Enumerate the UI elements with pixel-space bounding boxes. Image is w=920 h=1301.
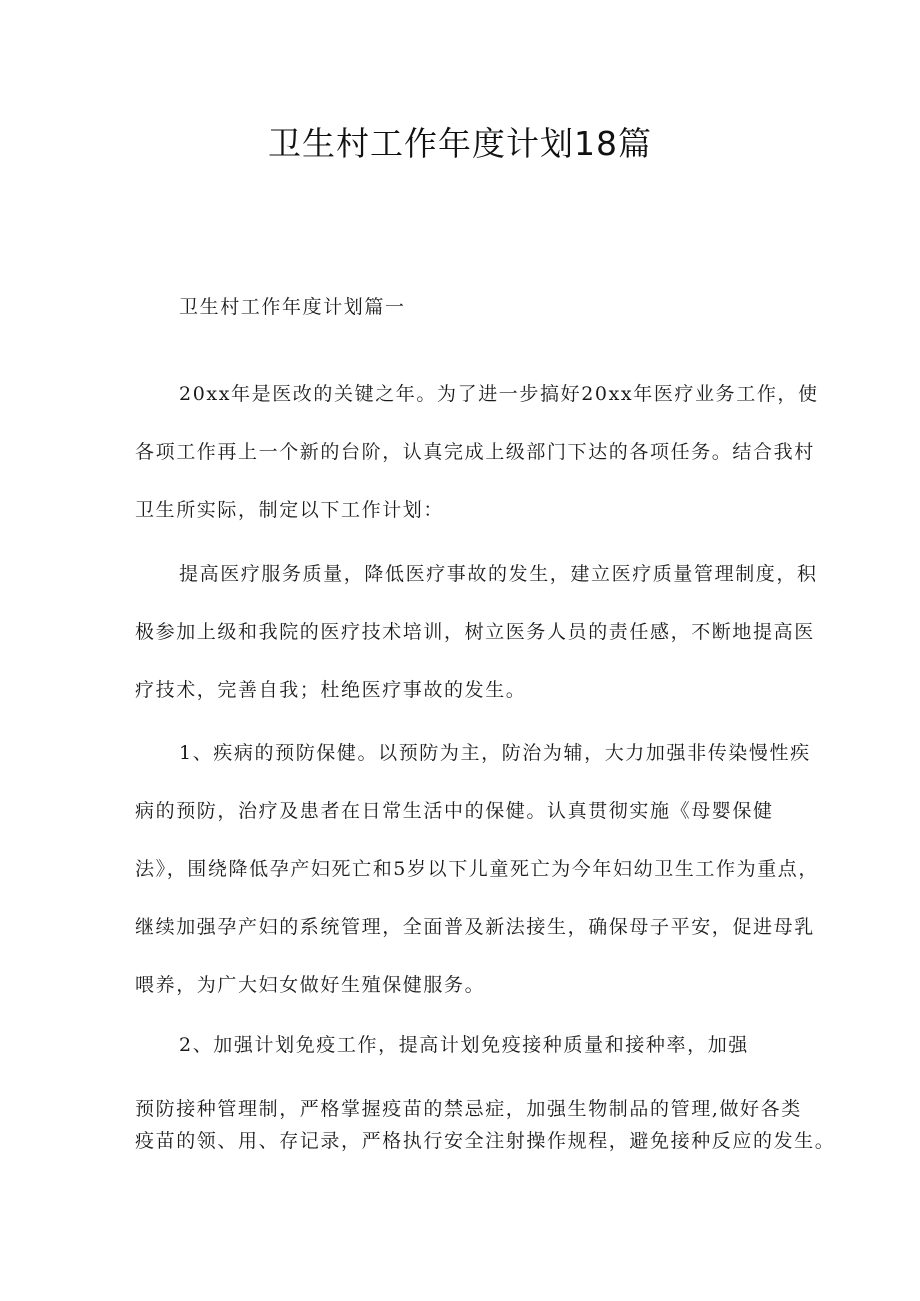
paragraph-2 bbox=[135, 545, 818, 719]
paragraph-line: 1、疾病的预防保健。以预防为主，防治为辅，大力加强非传染慢性疾 bbox=[179, 742, 811, 764]
paragraph-line: 法》，围绕降低孕产妇死亡和5岁以下儿童死亡为今年妇幼卫生工作为重点， bbox=[135, 858, 819, 880]
paragraph-line: 喂养，为广大妇女做好生殖保健服务。 bbox=[135, 974, 486, 996]
section-heading bbox=[135, 278, 795, 336]
paragraph-3 bbox=[135, 724, 819, 1014]
paragraph-line: 20xx年是医改的关键之年。为了进一步搞好20xx年医疗业务工作，使 bbox=[179, 383, 819, 405]
paragraph-line: 病的预防，治疗及患者在日常生活中的保健。认真贯彻实施《母婴保健 bbox=[135, 800, 774, 822]
paragraph-line: 提高医疗服务质量，降低医疗事故的发生，建立医疗质量管理制度，积 bbox=[179, 563, 818, 585]
section-heading-text: 卫生村工作年度计划篇一 bbox=[179, 296, 406, 318]
paragraph-5 bbox=[135, 1093, 836, 1157]
paragraph-line: 卫生所实际，制定以下工作计划： bbox=[135, 499, 445, 521]
paragraph-line: 2、加强计划免疫工作，提高计划免疫接种质量和接种率，加强 bbox=[179, 1034, 749, 1056]
paragraph-line: 各项工作再上一个新的台阶，认真完成上级部门下达的各项任务。结合我村 bbox=[135, 441, 815, 463]
paragraph-line: 继续加强孕产妇的系统管理，全面普及新法接生，确保母子平安，促进母乳 bbox=[135, 916, 815, 938]
paragraph-line: 预防接种管理制，严格掌握疫苗的禁忌症，加强生物制品的管理,做好各类 bbox=[135, 1098, 802, 1120]
document-title: 卫生村工作年度计划18篇 bbox=[268, 124, 652, 163]
paragraph-line: 极参加上级和我院的医疗技术培训，树立医务人员的责任感，不断地提高医 bbox=[135, 621, 815, 643]
paragraph-line: 疫苗的领、用、存记录，严格执行安全注射操作规程，避免接种反应的发生。 bbox=[135, 1130, 836, 1152]
paragraph-line: 疗技术，完善自我；杜绝医疗事故的发生。 bbox=[135, 679, 527, 701]
paragraph-4 bbox=[135, 1016, 795, 1074]
paragraph-1 bbox=[135, 365, 819, 539]
